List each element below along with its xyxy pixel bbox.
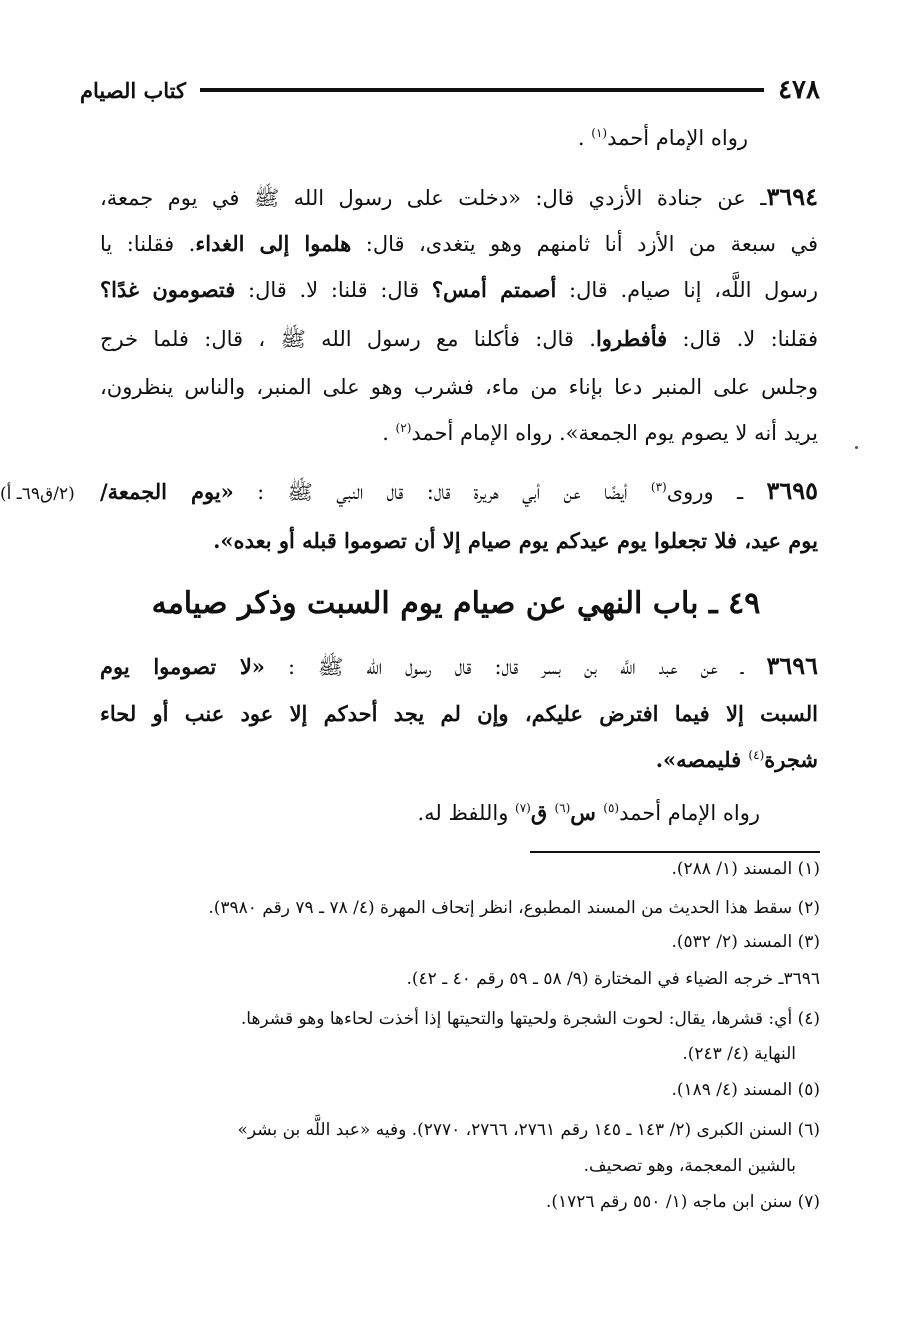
- hadith-3696-line-2: السبت إلا فيما افترض عليكم، وإن لم يجد أحدكم إلا عود عنب أو لحاء: [100, 701, 818, 726]
- footnote-4-cont: النهاية (٤/ ٢٤٣).: [682, 1044, 796, 1064]
- footnote-4: (٤) أي: قشرها، يقال: لحوت الشجرة ولحيتها والتحيتها إذا أخذت لحاءها وهو قشرها.: [240, 1009, 820, 1029]
- footnote-ref: (٣): [650, 480, 667, 494]
- footnote-ref: (٦): [554, 801, 571, 815]
- text-line: رواه الإمام أحمد$^{(١)}$ .: [577, 126, 748, 150]
- hadith-3694-line-6: يريد أنه لا يصوم يوم الجمعة». رواه الإمام أحمد$^{(٢)}$ .: [382, 421, 818, 445]
- hadith-3694-line-1: ٣٦٩٤ـ عن جنادة الأزدي قال: «دخلت على رسول الله ﷺ في يوم جمعة،: [100, 182, 818, 211]
- book-title: كتاب الصيام: [80, 77, 186, 103]
- hadith-3694-line-4: فقلنا: لا. قال: فأفطروا. قال: فأكلنا مع رسول الله ﷺ ، قال: فلما خرج: [100, 326, 818, 351]
- footnote-6-cont: بالشين المعجمة، وهو تصحيف.: [583, 1156, 796, 1176]
- footnote-3: (٣) المسند (٢/ ٥٣٢).: [671, 932, 820, 952]
- footnote-separator: [530, 851, 820, 853]
- hadith-3695-line-1: ٣٦٩٥ ـ وروى$^{(٣)}$ أيضًا عن أبي هريرة قال: قال النبي ﷺ : «يوم الجمعة/: [100, 476, 818, 505]
- page-number: ٤٧٨: [778, 75, 820, 105]
- hadith-3696-line-3: شجرة$^{(٤)}$ فليمصه».: [655, 747, 818, 772]
- footnote-6: (٦) السنن الكبرى (٢/ ١٤٣ ـ ١٤٥ رقم ٢٧٦١، ٢٧٦٦، ٢٧٧٠). وفيه «عبد اللَّه بن بشر»: [237, 1120, 820, 1140]
- hadith-number: ٣٦٩٦: [766, 651, 818, 680]
- page-header: [80, 70, 820, 110]
- header-rule: [200, 88, 764, 92]
- hadith-3694-line-2: في سبعة من الأزد أنا ثامنهم وهو يتغدى، قال: هلموا إلى الغداء. فقلنا: يا: [100, 231, 818, 256]
- hadith-3696-line-1: ٣٦٩٦ ـ عن عبد اللَّه بن بسر قال: قال رسول الله ﷺ : «لا تصوموا يوم: [100, 651, 818, 680]
- footnote-1: (١) المسند (١/ ٢٨٨).: [671, 859, 820, 879]
- footnote-ref: (٥): [603, 801, 620, 815]
- footnote-ref: (٤): [748, 748, 765, 762]
- chapter-title: ٤٩ ـ باب النهي عن صيام يوم السبت وذكر صيامه: [151, 586, 761, 621]
- footnote-3696: ٣٦٩٦ـ خرجه الضياء في المختارة (٩/ ٥٨ ـ ٥٩ رقم ٤٠ ـ ٤٢).: [406, 969, 820, 989]
- hadith-3695-line-2: يوم عيد، فلا تجعلوا يوم عيدكم يوم صيام إلا أن تصوموا قبله أو بعده».: [213, 528, 818, 553]
- hadith-number: ٣٦٩٤: [766, 182, 818, 211]
- footnote-ref: (٢): [395, 421, 412, 435]
- ink-dot: [855, 446, 858, 449]
- footnote-ref: (٧): [515, 801, 531, 815]
- hadith-3694-line-5: وجلس على المنبر دعا بإناء من ماء، فشرب وهو على المنبر، والناس ينظرون،: [100, 375, 818, 399]
- footnote-7: (٧) سنن ابن ماجه (١/ ٥٥٠ رقم ١٧٢٦).: [545, 1192, 820, 1212]
- footnote-ref: (١): [591, 126, 608, 140]
- hadith-3694-line-3: رسول اللَّه، إنا صيام. قال: أصمتم أمس؟ قال: قلنا: لا. قال: فتصومون غدًا؟: [100, 277, 818, 302]
- hadith-number: ٣٦٩٥: [766, 476, 818, 505]
- hadith-3696-line-4: رواه الإمام أحمد$^{(٥)}$ س$^{(٦)}$ ق$^{(٧)}$ واللفظ له.: [417, 800, 760, 825]
- footnote-5: (٥) المسند (٤/ ١٨٩).: [671, 1080, 820, 1100]
- footnote-2: (٢) سقط هذا الحديث من المسند المطبوع، انظر إتحاف المهرة (٤/ ٧٨ ـ ٧٩ رقم ٣٩٨٠).: [208, 898, 820, 918]
- manuscript-margin-note: (٢/ق٦٩ـ أ): [0, 484, 75, 504]
